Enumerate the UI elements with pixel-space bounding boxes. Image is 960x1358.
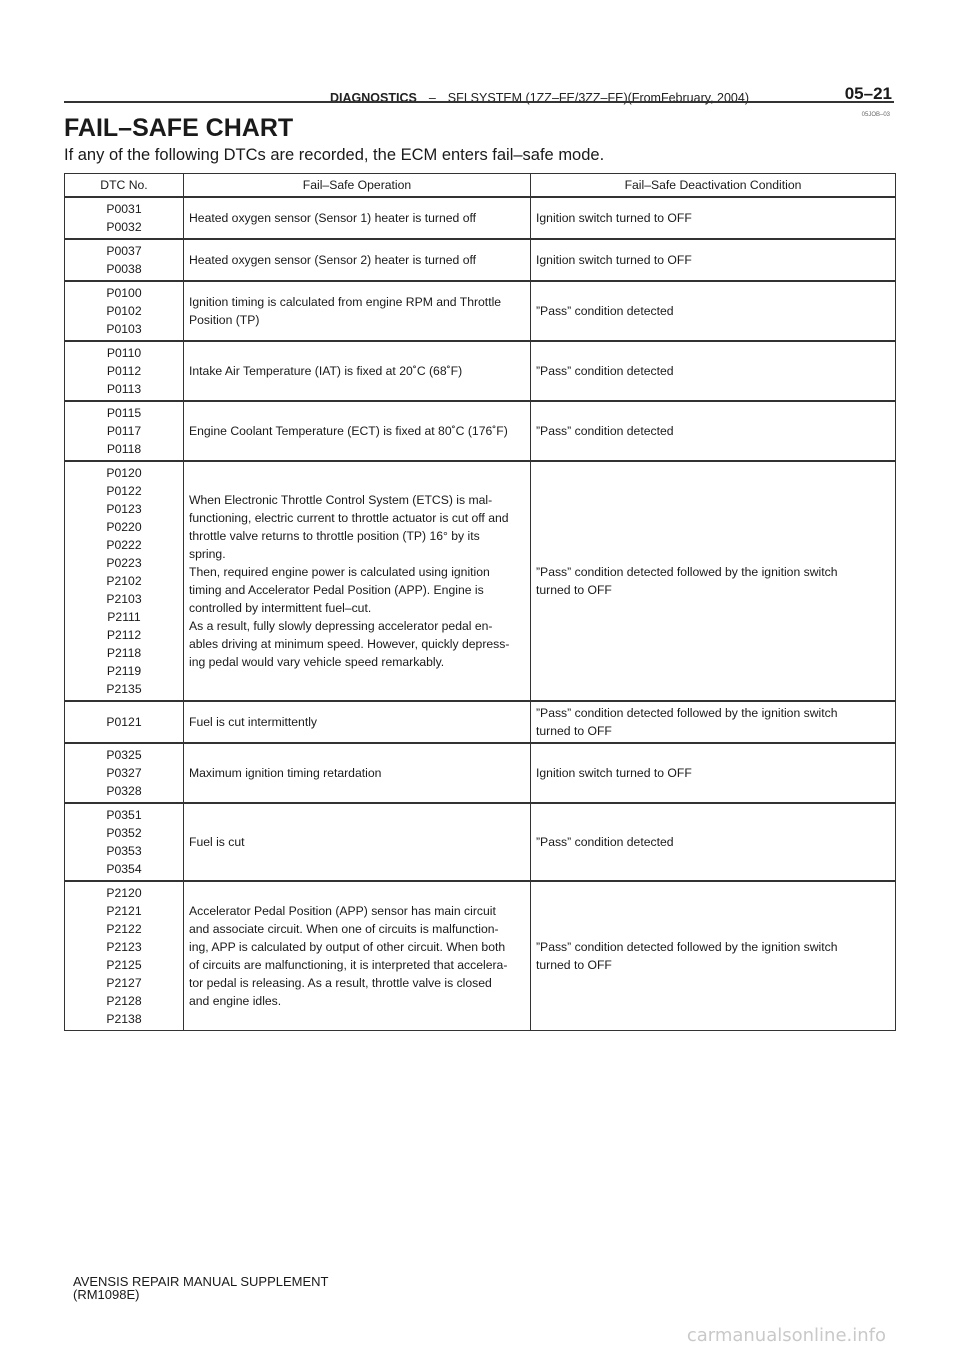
- dtc-code: P2119: [106, 664, 142, 678]
- dtc-code: P0120: [106, 466, 142, 480]
- operation-cell: [184, 461, 531, 701]
- operation-cell: [184, 743, 531, 803]
- operation-line: Then, required engine power is calculated using ignition: [189, 565, 490, 579]
- dtc-code: P0117: [106, 424, 142, 438]
- dtc-cell: [65, 281, 184, 341]
- operation-line: timing and Accelerator Pedal Position (APP). Engine is: [189, 583, 484, 597]
- condition-line: turned to OFF: [536, 958, 612, 972]
- column-header-condition: Fail–Safe Deactivation Condition: [531, 174, 896, 198]
- intro-text: If any of the following DTCs are recorded, the ECM enters fail–safe mode.: [64, 146, 605, 164]
- dtc-code: P0325: [106, 748, 142, 762]
- operation-line: Heated oxygen sensor (Sensor 2) heater is turned off: [189, 253, 477, 267]
- dtc-cell: [65, 341, 184, 401]
- dtc-code: P2122: [106, 922, 142, 936]
- operation-line: tor pedal is releasing. As a result, throttle valve is closed: [189, 976, 492, 990]
- dtc-cell: [65, 461, 184, 701]
- dtc-cell: [65, 401, 184, 461]
- dtc-code: P0110: [106, 346, 142, 360]
- dtc-code: P0354: [106, 862, 142, 876]
- dtc-code: P2138: [106, 1012, 142, 1026]
- dtc-code: P2118: [106, 646, 142, 660]
- dtc-code: P2121: [106, 904, 142, 918]
- operation-line: of circuits are malfunctioning, it is interpreted that accelera-: [189, 958, 508, 972]
- dtc-code: P2127: [106, 976, 142, 990]
- condition-line: ”Pass” condition detected: [536, 424, 674, 438]
- operation-cell: [184, 197, 531, 239]
- operation-line: Ignition timing is calculated from engine RPM and Throttle: [189, 295, 502, 309]
- condition-line: ”Pass” condition detected: [536, 364, 674, 378]
- table-row: [65, 281, 896, 341]
- operation-line: Position (TP): [189, 313, 260, 327]
- condition-cell: [531, 281, 896, 341]
- dtc-code: P0118: [106, 442, 142, 456]
- condition-line: turned to OFF: [536, 724, 612, 738]
- condition-cell: [531, 461, 896, 701]
- table-body: [65, 197, 896, 1031]
- dtc-code: P2125: [106, 958, 142, 972]
- header-separator: –: [428, 91, 436, 105]
- dtc-cell: [65, 197, 184, 239]
- table-row: [65, 197, 896, 239]
- condition-line: Ignition switch turned to OFF: [536, 253, 692, 267]
- dtc-code: P0223: [106, 556, 142, 570]
- dtc-code: P0121: [106, 715, 142, 729]
- dtc-code: P0038: [106, 262, 142, 276]
- operation-line: Fuel is cut intermittently: [189, 715, 318, 729]
- condition-line: Ignition switch turned to OFF: [536, 766, 692, 780]
- dtc-code: P0100: [106, 286, 142, 300]
- dtc-code: P2111: [107, 610, 141, 624]
- condition-cell: [531, 341, 896, 401]
- dtc-code: P2123: [106, 940, 142, 954]
- operation-cell: [184, 341, 531, 401]
- operation-line: Accelerator Pedal Position (APP) sensor has main circuit: [189, 904, 496, 918]
- document-code: 05JOB–03: [861, 112, 890, 118]
- dtc-code: P0327: [106, 766, 142, 780]
- dtc-code: P0031: [106, 202, 142, 216]
- dtc-code: P2103: [106, 592, 142, 606]
- fail-safe-table: [64, 173, 896, 1031]
- dtc-code: P0122: [106, 484, 142, 498]
- table-row: [65, 701, 896, 743]
- condition-line: ”Pass” condition detected: [536, 304, 674, 318]
- header-section: DIAGNOSTICS: [330, 91, 417, 105]
- condition-line: turned to OFF: [536, 583, 612, 597]
- operation-line: ing, APP is calculated by output of other circuit. When both: [189, 940, 506, 954]
- dtc-cell: [65, 239, 184, 281]
- operation-line: Maximum ignition timing retardation: [189, 766, 382, 780]
- operation-cell: [184, 281, 531, 341]
- dtc-code: P2102: [106, 574, 142, 588]
- operation-cell: [184, 803, 531, 881]
- operation-line: ables driving at minimum speed. However, quickly depress-: [189, 637, 510, 651]
- operation-cell: [184, 701, 531, 743]
- operation-line: and engine idles.: [189, 994, 282, 1008]
- page-number: 05–21: [844, 84, 892, 103]
- operation-line: spring.: [189, 547, 226, 561]
- dtc-code: P0115: [106, 406, 142, 420]
- condition-line: Ignition switch turned to OFF: [536, 211, 692, 225]
- dtc-code: P0112: [106, 364, 142, 378]
- operation-line: ing pedal would vary vehicle speed remarkably.: [189, 655, 445, 669]
- operation-line: throttle valve returns to throttle position (TP) 16° by its: [189, 529, 480, 543]
- watermark: carmanualsonline.info: [686, 1325, 886, 1346]
- operation-cell: [184, 239, 531, 281]
- dtc-cell: [65, 701, 184, 743]
- dtc-code: P0113: [106, 382, 142, 396]
- dtc-code: P0102: [106, 304, 142, 318]
- operation-line: Heated oxygen sensor (Sensor 1) heater is turned off: [189, 211, 477, 225]
- header-rule: [64, 101, 894, 103]
- dtc-code: P2128: [106, 994, 142, 1008]
- dtc-cell: [65, 881, 184, 1031]
- operation-line: and associate circuit. When one of circuits is malfunction-: [189, 922, 499, 936]
- table-row: [65, 401, 896, 461]
- dtc-code: P0328: [106, 784, 142, 798]
- dtc-code: P0353: [106, 844, 142, 858]
- operation-cell: [184, 401, 531, 461]
- dtc-code: P0222: [106, 538, 142, 552]
- dtc-code: P0123: [106, 502, 142, 516]
- header-subtitle: SFI SYSTEM (1ZZ–FE/3ZZ–FE)(FromFebruary, 2004): [447, 91, 749, 105]
- operation-line: Intake Air Temperature (IAT) is fixed at 20˚C (68˚F): [189, 364, 463, 378]
- condition-cell: [531, 401, 896, 461]
- column-header-dtc: DTC No.: [65, 174, 184, 198]
- footer-manual-title: AVENSIS REPAIR MANUAL SUPPLEMENT: [73, 1274, 329, 1289]
- page-title: FAIL–SAFE CHART: [64, 114, 294, 142]
- table-row: [65, 461, 896, 701]
- dtc-code: P0032: [106, 220, 142, 234]
- dtc-code: P2112: [106, 628, 142, 642]
- operation-line: Engine Coolant Temperature (ECT) is fixed at 80˚C (176˚F): [189, 424, 508, 438]
- operation-line: As a result, fully slowly depressing accelerator pedal en-: [189, 619, 493, 633]
- condition-cell: [531, 239, 896, 281]
- table-row: [65, 881, 896, 1031]
- table-row: [65, 743, 896, 803]
- condition-cell: [531, 701, 896, 743]
- table-row: [65, 341, 896, 401]
- dtc-code: P2120: [106, 886, 142, 900]
- condition-cell: [531, 743, 896, 803]
- condition-line: ”Pass” condition detected followed by the ignition switch: [536, 706, 838, 720]
- condition-cell: [531, 803, 896, 881]
- operation-line: controlled by intermittent fuel–cut.: [189, 601, 372, 615]
- dtc-code: P2135: [106, 682, 142, 696]
- operation-line: When Electronic Throttle Control System (ETCS) is mal-: [189, 493, 493, 507]
- dtc-code: P0037: [106, 244, 142, 258]
- operation-line: functioning, electric current to throttle actuator is cut off and: [189, 511, 509, 525]
- condition-cell: [531, 881, 896, 1031]
- condition-line: ”Pass” condition detected followed by the ignition switch: [536, 565, 838, 579]
- footer-manual-code: (RM1098E): [73, 1287, 140, 1302]
- table-header-row: [65, 174, 896, 198]
- column-header-operation: Fail–Safe Operation: [184, 174, 531, 198]
- operation-line: Fuel is cut: [189, 835, 245, 849]
- dtc-code: P0103: [106, 322, 142, 336]
- dtc-code: P0352: [106, 826, 142, 840]
- dtc-code: P0351: [106, 808, 142, 822]
- table-row: [65, 239, 896, 281]
- table-row: [65, 803, 896, 881]
- condition-line: ”Pass” condition detected: [536, 835, 674, 849]
- dtc-code: P0220: [106, 520, 142, 534]
- condition-line: ”Pass” condition detected followed by the ignition switch: [536, 940, 838, 954]
- condition-cell: [531, 197, 896, 239]
- dtc-cell: [65, 803, 184, 881]
- operation-cell: [184, 881, 531, 1031]
- dtc-cell: [65, 743, 184, 803]
